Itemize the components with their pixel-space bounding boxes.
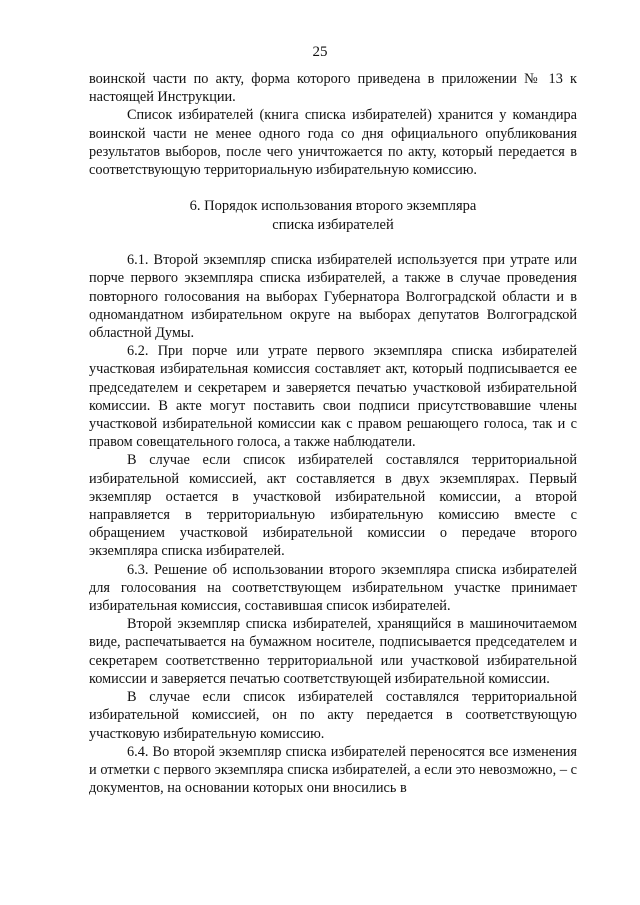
section-heading — [89, 197, 577, 235]
paragraph: 6.4. Во второй экземпляр списка избирателей переносятся все изменения и отметки с первого экземпляра списка избирателей, а если это невозможно, – с документов, на основании которых они вносились в — [89, 743, 577, 797]
paragraph: воинской части по акту, форма которого приведена в приложении № 13 к настоящей Инструкции. — [89, 71, 577, 106]
paragraph: 6.1. Второй экземпляр списка избирателей используется при утрате или порче первого экземпляра списка избирателей, а также в случае проведения повторного голосования на выборах Губернатора Волгоградской области и в одномандатном избирательном округе на выборах депутатов Волгоградской областной Думы. — [89, 252, 577, 342]
document-body — [89, 70, 577, 797]
page-number: 25 — [312, 44, 328, 60]
paragraph: В случае если список избирателей составлялся территориальной избирательной комиссией, акт составляется в двух экземплярах. Первый экземпляр остается в участковой избирательной комиссии, а второй направляется в территориальную избирательную комиссию вместе с обращением участковой избирательной комиссии о передаче второго экземпляра списка избирателей. — [89, 452, 577, 560]
paragraph: 6.2. При порче или утрате первого экземпляра списка избирателей участковая избирательная комиссия составляет акт, который подписывается ее председателем и секретарем и заверяется печатью участковой избирательной комиссии. В акте могут поставить свои подписи присутствовавшие члены участковой избирательной комиссии как с правом решающего голоса, так и с правом совещательного голоса, а также наблюдатели. — [89, 343, 577, 451]
paragraph: Второй экземпляр списка избирателей, хранящийся в машиночитаемом виде, распечатывается на бумажном носителе, подписывается председателем и секретарем соответственно территориальной или участковой избирательной комиссии и заверяется печатью соответствующей избирательной комиссии. — [89, 616, 577, 687]
section-heading-line: списка избирателей — [272, 217, 394, 234]
paragraph: 6.3. Решение об использовании второго экземпляра списка избирателей для голосования на соответствующем избирательном участке принимает избирательная комиссия, составившая список избирателей. — [89, 561, 577, 615]
section-heading-line: 6. Порядок использования второго экземпляра — [189, 198, 477, 215]
paragraph: В случае если список избирателей составлялся территориальной избирательной комиссией, он по акту передается в соответствующую участковую избирательную комиссию. — [89, 689, 577, 742]
paragraph: Список избирателей (книга списка избирателей) хранится у командира воинской части не менее одного года со дня официального опубликования результатов выборов, после чего уничтожается по акту, который передается в соответствующую территориальную избирательную комиссию. — [89, 107, 577, 179]
